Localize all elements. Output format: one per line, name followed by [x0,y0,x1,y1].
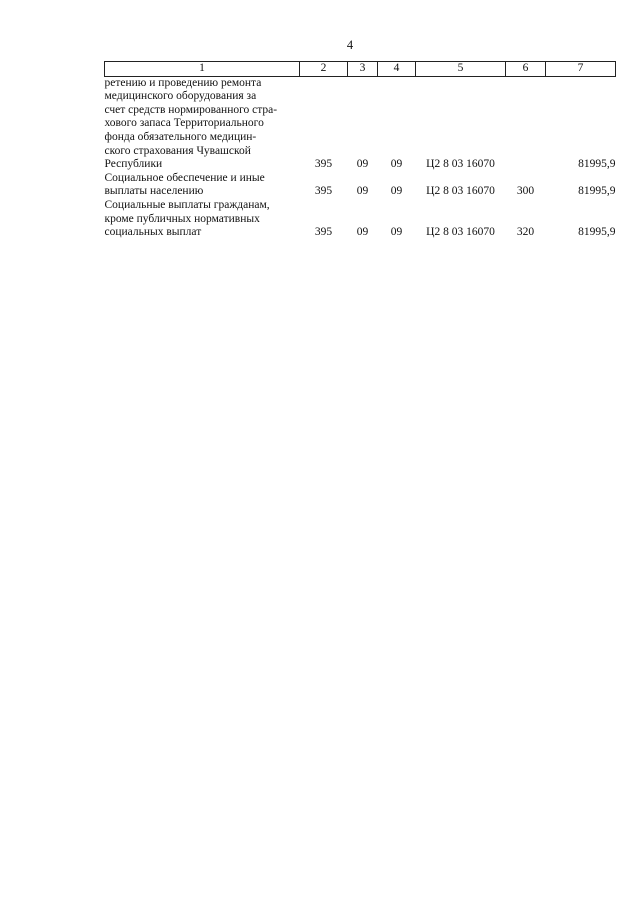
table-row [105,76,616,172]
table-header-row [105,62,616,77]
row-cell-c5: Ц2 8 03 16070 [426,185,495,198]
row-cell-c7: 81995,9 [578,158,616,171]
row-cell-c7: 81995,9 [578,226,616,239]
row-cell-c6: 320 [516,226,535,239]
row-name-cell [105,76,300,172]
row-cell-c3: 09 [356,226,369,239]
row-name-line: социальных выплат [104,226,202,239]
row-cell-c3: 09 [356,185,369,198]
column-header-6: 6 [506,62,546,77]
row-name-line: фонда обязательного медицин- [104,130,257,143]
column-header-7: 7 [546,62,616,77]
row-name-line: счет средств нормированного стра- [104,103,278,116]
table-row [105,199,616,240]
column-header-4: 4 [378,62,416,77]
row-name-line: ретению и проведению ремонта [104,76,262,89]
column-header-5: 5 [416,62,506,77]
row-name-line: Республики [104,158,163,171]
row-cell-c6 [506,76,546,172]
row-name-cell [105,199,300,240]
row-cell-c4: 09 [390,185,403,198]
row-cell-c2: 395 [314,185,333,198]
row-name-line: Социальные выплаты гражданам, [104,198,270,211]
row-cell-c5: Ц2 8 03 16070 [426,226,495,239]
budget-table [104,61,616,240]
row-name-line: ского страхования Чувашской [104,144,251,157]
row-name-line: выплаты населению [104,185,204,198]
row-cell-c4: 09 [390,158,403,171]
row-cell-c3: 09 [356,158,369,171]
row-name-cell [105,172,300,199]
row-cell-c5: Ц2 8 03 16070 [426,158,495,171]
column-header-2: 2 [300,62,348,77]
row-cell-c4: 09 [390,226,403,239]
row-cell-c2: 395 [314,226,333,239]
row-cell-c2: 395 [314,158,333,171]
column-header-1: 1 [105,62,300,77]
row-cell-c6: 300 [516,185,535,198]
row-name-line: медицинского оборудования за [104,90,257,103]
row-name-line: Социальное обеспечение и иные [104,171,265,184]
row-cell-c7: 81995,9 [578,185,616,198]
column-header-3: 3 [348,62,378,77]
row-name-line: кроме публичных нормативных [104,212,260,225]
page-number: 4 [346,38,354,52]
table-row [105,172,616,199]
row-name-line: хового запаса Территориального [104,117,264,130]
